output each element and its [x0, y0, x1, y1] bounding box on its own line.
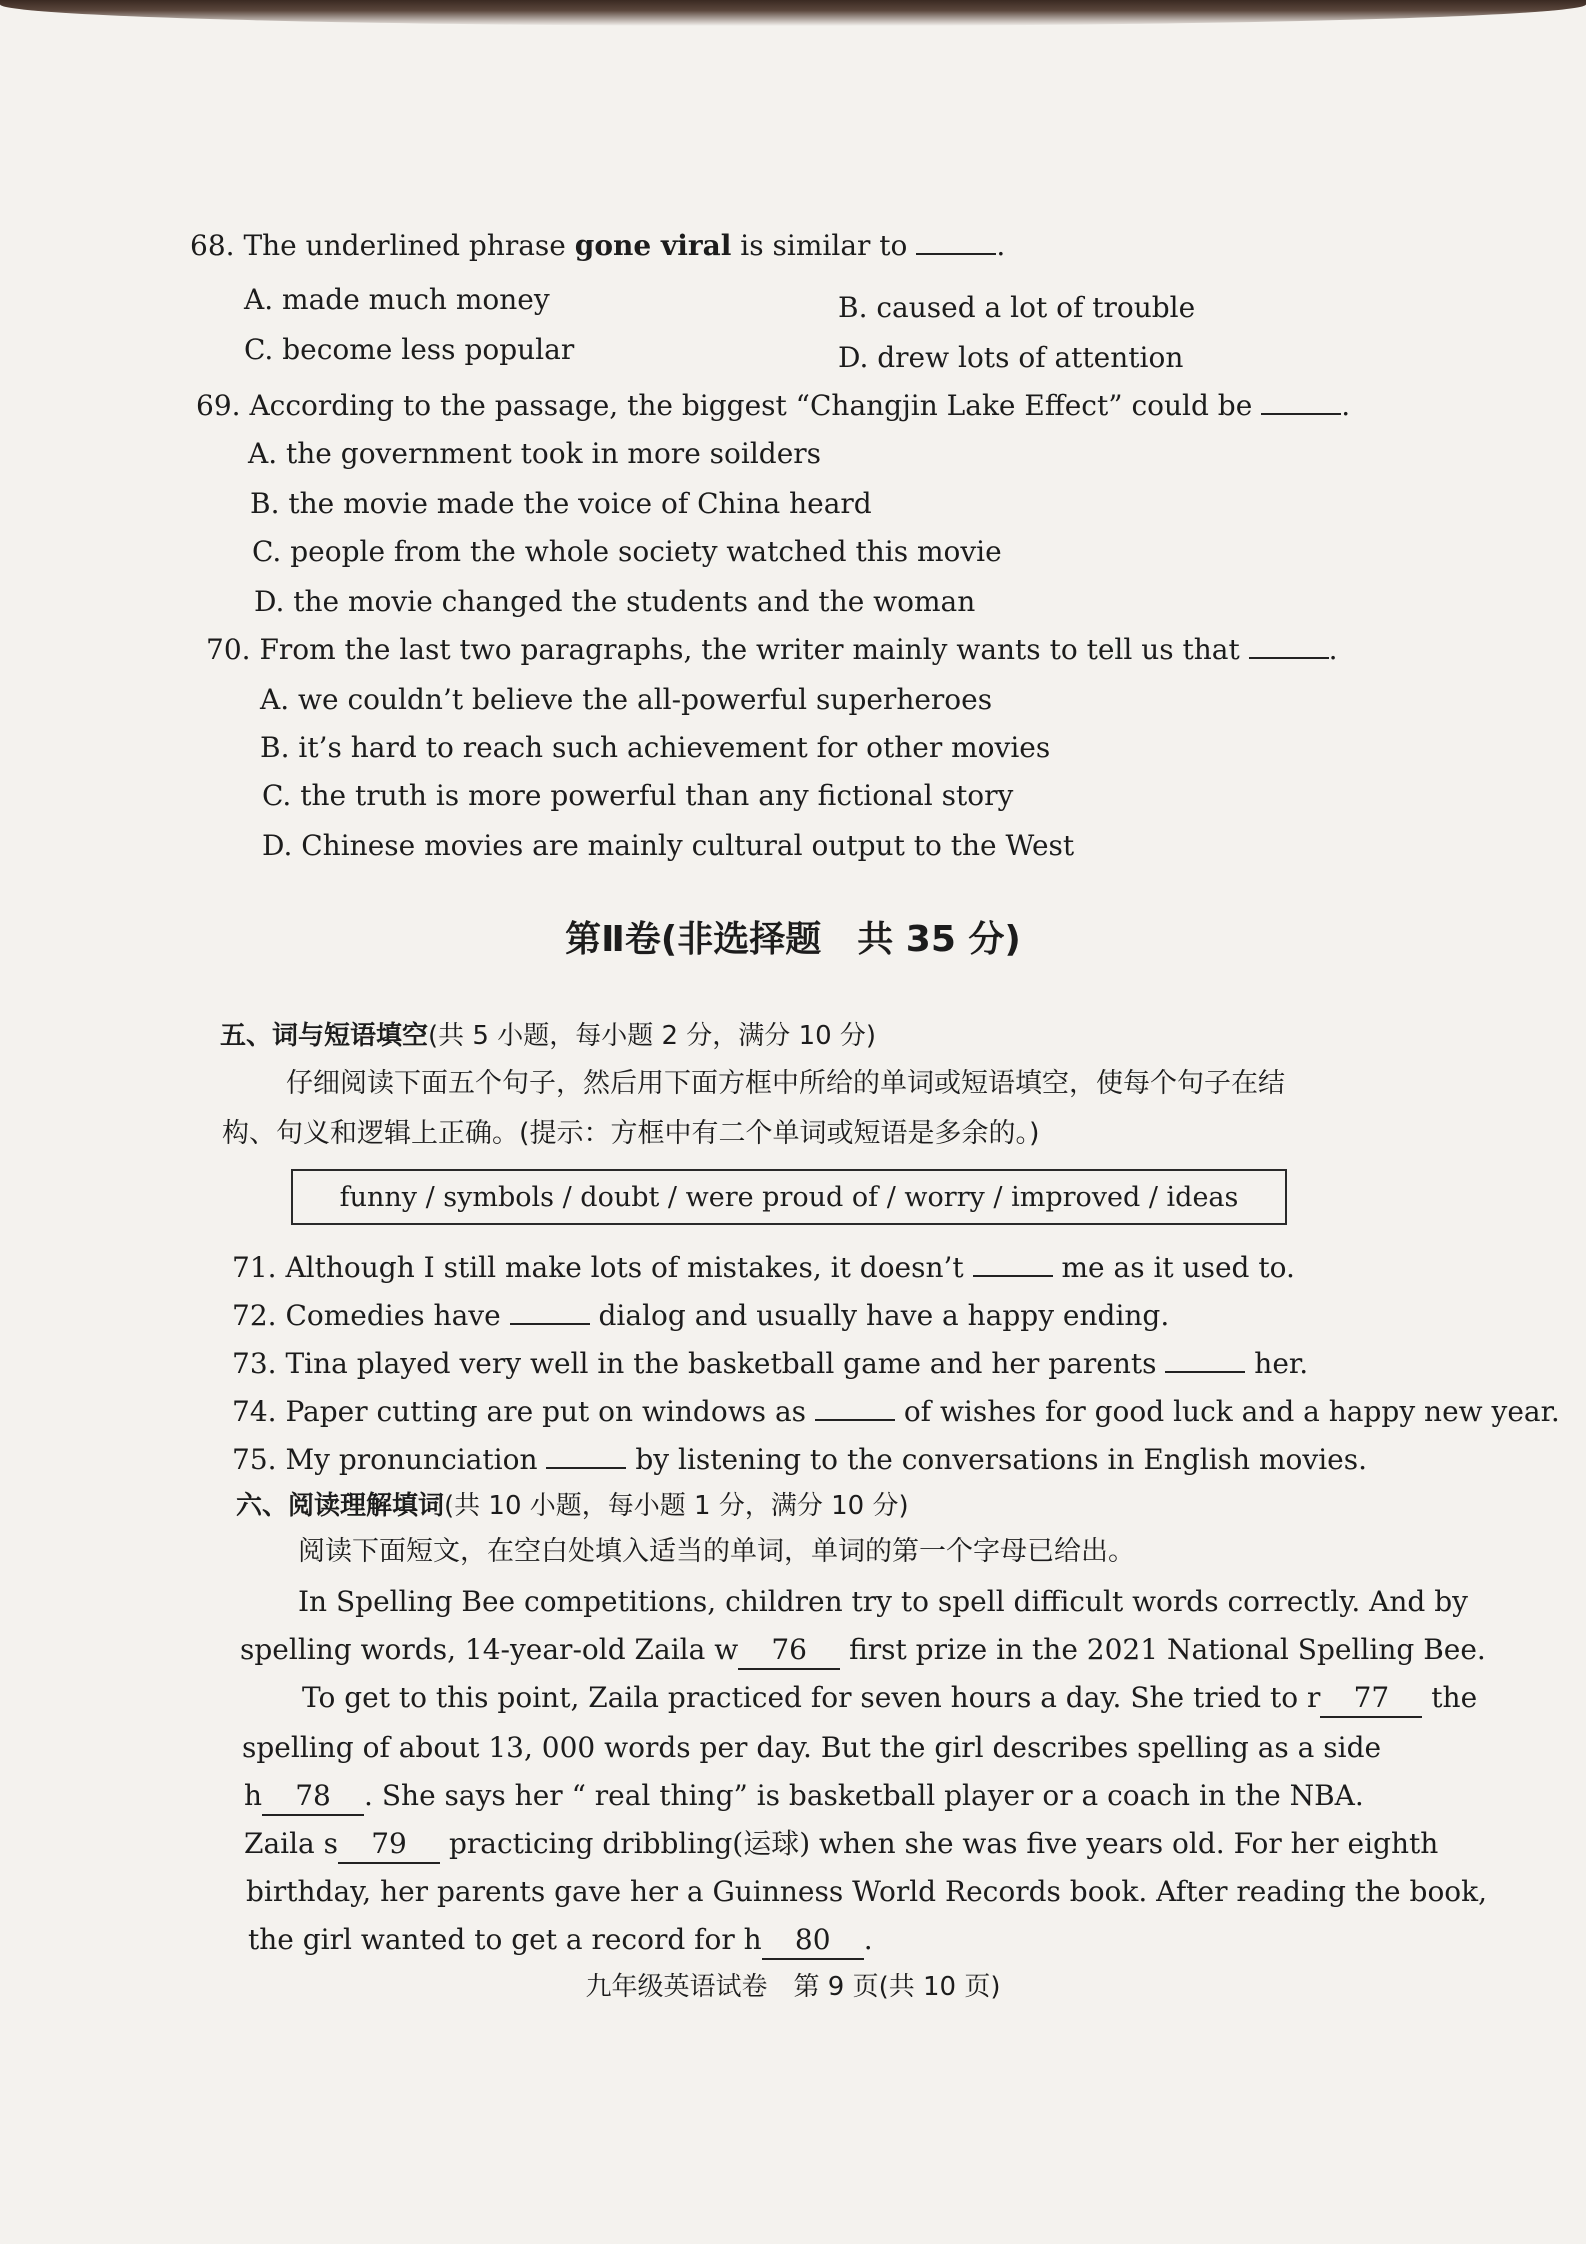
item-text: Tina played very well in the basketball game and her parents — [285, 1347, 1157, 1380]
question-68-stem — [190, 228, 1005, 264]
option-68-a: A. made much money — [244, 283, 550, 316]
passage-text: spelling words, 14-year-old Zaila w — [240, 1633, 739, 1666]
passage-text: To get to this point, Zaila practiced for seven hours a day. She tried to r — [302, 1681, 1321, 1714]
answer-blank — [510, 1301, 590, 1325]
option-70-a: A. we couldn’t believe the all-powerful superheroes — [260, 683, 993, 716]
underlined-phrase: gone viral — [574, 229, 732, 262]
item-73 — [232, 1346, 1308, 1382]
option-69-d: D. the movie changed the students and the woman — [254, 585, 976, 618]
answer-blank — [973, 1253, 1053, 1277]
blank-76: 76 — [738, 1632, 840, 1670]
item-text: of wishes for good luck and a happy new year. — [903, 1395, 1560, 1428]
section-heading-detail: (共 5 小题，每小题 2 分，满分 10 分) — [428, 1021, 877, 1051]
passage-text: . — [863, 1923, 873, 1956]
section-5-instruction-line2: 构、句义和逻辑上正确。(提示：方框中有二个单词或短语是多余的。) — [222, 1118, 1040, 1149]
section-heading-detail: (共 10 小题，每小题 1 分，满分 10 分) — [444, 1491, 909, 1521]
item-number: 74. — [232, 1395, 277, 1428]
item-text: Paper cutting are put on windows as — [285, 1395, 807, 1428]
option-70-c: C. the truth is more powerful than any fictional story — [262, 779, 1014, 812]
item-number: 72. — [232, 1299, 277, 1332]
item-75 — [232, 1442, 1367, 1478]
section-heading-bold: 五、词与短语填空 — [220, 1021, 429, 1051]
option-70-d: D. Chinese movies are mainly cultural output to the West — [262, 829, 1075, 862]
item-71 — [232, 1250, 1295, 1286]
option-70-b: B. it’s hard to reach such achievement for other movies — [260, 731, 1051, 764]
item-text: me as it used to. — [1061, 1251, 1295, 1284]
passage-line — [240, 1632, 1486, 1670]
item-text: dialog and usually have a happy ending. — [598, 1299, 1170, 1332]
question-70-stem — [206, 632, 1338, 668]
item-text: Although I still make lots of mistakes, it doesn’t — [285, 1251, 964, 1284]
option-69-c: C. people from the whole society watched this movie — [252, 535, 1002, 568]
part-2-title: 第Ⅱ卷(非选择题 共 35 分) — [565, 919, 1021, 960]
passage-line: In Spelling Bee competitions, children try to spell difficult words correctly. And by — [298, 1585, 1468, 1618]
answer-blank — [1261, 391, 1341, 415]
passage-line: birthday, her parents gave her a Guinness World Records book. After reading the book, — [246, 1875, 1488, 1908]
page-footer: 九年级英语试卷 第 9 页(共 10 页) — [585, 1972, 1001, 2002]
blank-78: 78 — [262, 1778, 364, 1816]
item-number: 71. — [232, 1251, 277, 1284]
answer-blank — [815, 1397, 895, 1421]
question-text: The underlined phrase — [243, 229, 575, 262]
question-period: . — [1341, 389, 1351, 422]
question-period: . — [996, 229, 1006, 262]
item-text: Comedies have — [285, 1299, 501, 1332]
item-74 — [232, 1394, 1560, 1430]
passage-line — [302, 1680, 1477, 1718]
option-68-d: D. drew lots of attention — [838, 341, 1184, 374]
question-text: is similar to — [731, 229, 908, 262]
passage-text: the — [1431, 1681, 1478, 1714]
answer-blank — [916, 231, 996, 255]
passage-line: spelling of about 13, 000 words per day. But the girl describes spelling as a side — [242, 1731, 1382, 1764]
passage-text: h — [244, 1779, 263, 1812]
section-5-heading — [220, 1018, 876, 1054]
item-text: by listening to the conversations in English movies. — [635, 1443, 1367, 1476]
question-69-stem — [196, 388, 1350, 424]
blank-77: 77 — [1320, 1680, 1422, 1718]
passage-text: Zaila s — [244, 1827, 339, 1860]
passage-text: . She says her “ real thing” is basketball player or a coach in the NBA. — [364, 1779, 1364, 1812]
blank-79: 79 — [338, 1826, 440, 1864]
item-text: her. — [1254, 1347, 1309, 1380]
word-bank-text: funny / symbols / doubt / were proud of / worry / improved / ideas — [339, 1181, 1239, 1213]
blank-80: 80 — [762, 1922, 864, 1960]
answer-blank — [1165, 1349, 1245, 1373]
option-68-b: B. caused a lot of trouble — [838, 291, 1196, 324]
item-number: 75. — [232, 1443, 277, 1476]
section-6-instruction: 阅读下面短文，在空白处填入适当的单词，单词的第一个字母已给出。 — [298, 1536, 1135, 1567]
option-69-a: A. the government took in more soilders — [248, 437, 822, 470]
question-number: 68. — [190, 229, 235, 262]
passage-line — [244, 1778, 1364, 1816]
question-number: 69. — [196, 389, 241, 422]
option-68-c: C. become less popular — [244, 333, 575, 366]
passage-text: first prize in the 2021 National Spelling Bee. — [849, 1633, 1486, 1666]
passage-line — [244, 1826, 1438, 1864]
passage-text: practicing dribbling(运球) when she was five years old. For her eighth — [448, 1827, 1439, 1860]
question-text: According to the passage, the biggest “Changjin Lake Effect” could be — [249, 389, 1253, 422]
answer-blank — [546, 1445, 626, 1469]
passage-text: the girl wanted to get a record for h — [248, 1923, 762, 1956]
question-period: . — [1328, 633, 1338, 666]
section-5-instruction-line1: 仔细阅读下面五个句子，然后用下面方框中所给的单词或短语填空，使每个句子在结 — [286, 1068, 1285, 1099]
item-text: My pronunciation — [285, 1443, 538, 1476]
item-72 — [232, 1298, 1169, 1334]
passage-line — [248, 1922, 873, 1960]
section-6-heading — [236, 1488, 909, 1524]
question-text: From the last two paragraphs, the writer mainly wants to tell us that — [259, 633, 1240, 666]
word-bank-box — [291, 1169, 1287, 1225]
option-69-b: B. the movie made the voice of China heard — [250, 487, 872, 520]
answer-blank — [1249, 635, 1329, 659]
question-number: 70. — [206, 633, 251, 666]
item-number: 73. — [232, 1347, 277, 1380]
section-heading-bold: 六、阅读理解填词 — [236, 1491, 445, 1521]
